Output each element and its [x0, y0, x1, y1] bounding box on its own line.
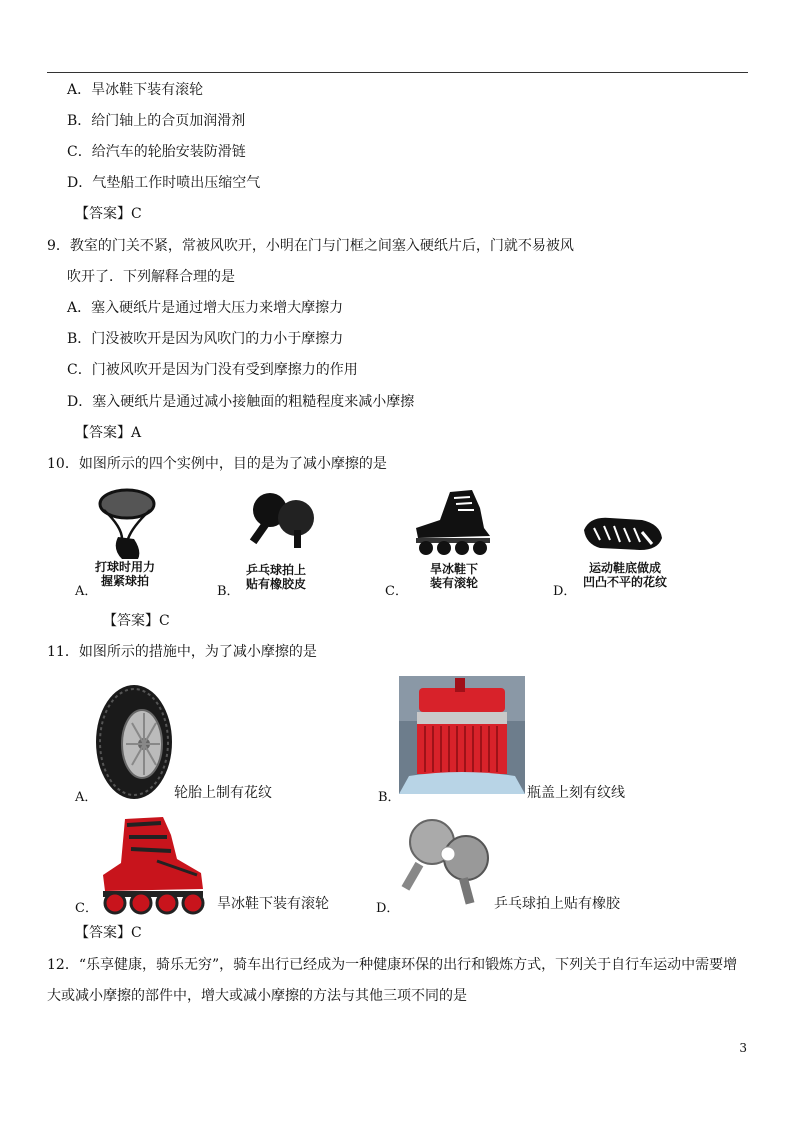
q11-c-letter: C．: [75, 901, 98, 916]
q9-answer: [75, 423, 141, 443]
answer-value: C: [131, 925, 142, 941]
answer-value: A: [131, 425, 142, 441]
q11-a-letter: A．: [75, 790, 98, 805]
answer-label: 【答案】: [103, 613, 159, 629]
q10-a-letter: A．: [75, 584, 98, 599]
q11-b-letter: B．: [378, 790, 401, 805]
q8-option-c: C．给汽车的轮胎安装防滑链: [67, 144, 246, 160]
sneaker-icon: [580, 510, 665, 555]
answer-value: C: [159, 613, 170, 629]
q12-stem-line2: 大或减小摩擦的部件中，增大或减小摩擦的方法与其他三项不同的是: [47, 988, 467, 1004]
q10-b-caption: 乒乓球拍上 贴有橡胶皮: [246, 563, 307, 591]
q10-c-caption: 旱冰鞋下 装有滚轮: [430, 562, 479, 590]
q9-option-d: D．塞入硬纸片是通过减小接触面的粗糙程度来减小摩擦: [67, 394, 415, 410]
q8-option-a: A．旱冰鞋下装有滚轮: [67, 82, 204, 98]
tire-icon: [94, 683, 174, 801]
q10-a-caption: 打球时用力 握紧球拍: [95, 560, 156, 588]
header-rule: [47, 72, 748, 73]
q11-a-text: 轮胎上制有花纹: [174, 785, 272, 801]
roller-skate-icon: [410, 488, 495, 558]
q11-d-letter: D．: [376, 901, 400, 916]
red-roller-skate-icon: [97, 815, 213, 915]
q12-stem-line1: 12．“乐享健康，骑乐无穷”，骑车出行已经成为一种健康环保的出行和锻炼方式，下列关于自行车运动中需要增: [47, 957, 738, 973]
q9-option-a: A．塞入硬纸片是通过增大压力来增大摩擦力: [67, 300, 344, 316]
ping-pong-paddles-icon: [400, 818, 495, 908]
answer-label: 【答案】: [75, 425, 131, 441]
q9-option-c: C．门被风吹开是因为门没有受到摩擦力的作用: [67, 362, 358, 378]
q10-c-letter: C．: [385, 584, 408, 599]
q11-answer: [75, 923, 142, 943]
q8-option-b: B．给门轴上的合页加润滑剂: [67, 113, 246, 129]
q11-stem: 11．如图所示的措施中，为了减小摩擦的是: [47, 644, 317, 660]
q8-answer: [75, 204, 142, 224]
q11-c-text: 旱冰鞋下装有滚轮: [217, 896, 329, 912]
q9-option-b: B．门没被吹开是因为风吹门的力小于摩擦力: [67, 331, 344, 347]
q9-stem-line2: 吹开了．下列解释合理的是: [67, 269, 235, 285]
q9-stem-line1: 9．教室的门关不紧，常被风吹开，小明在门与门框之间塞入硬纸片后，门就不易被风: [47, 238, 574, 254]
bottle-cap-icon: [399, 676, 525, 794]
page-number: 3: [739, 1041, 747, 1055]
q10-stem: 10．如图所示的四个实例中，目的是为了减小摩擦的是: [47, 456, 387, 472]
answer-label: 【答案】: [75, 925, 131, 941]
q11-d-text: 乒乓球拍上贴有橡胶: [494, 896, 620, 912]
q11-b-text: 瓶盖上刻有纹线: [527, 785, 625, 801]
tennis-racket-icon: [92, 487, 162, 562]
ping-pong-paddle-icon: [242, 490, 317, 550]
answer-label: 【答案】: [75, 206, 131, 222]
answer-value: C: [131, 206, 142, 222]
q10-answer: [103, 611, 170, 631]
q10-d-letter: D．: [553, 584, 577, 599]
q8-option-d: D．气垫船工作时喷出压缩空气: [67, 175, 261, 191]
q10-b-letter: B．: [217, 584, 240, 599]
q10-d-caption: 运动鞋底做成 凹凸不平的花纹: [583, 561, 668, 589]
